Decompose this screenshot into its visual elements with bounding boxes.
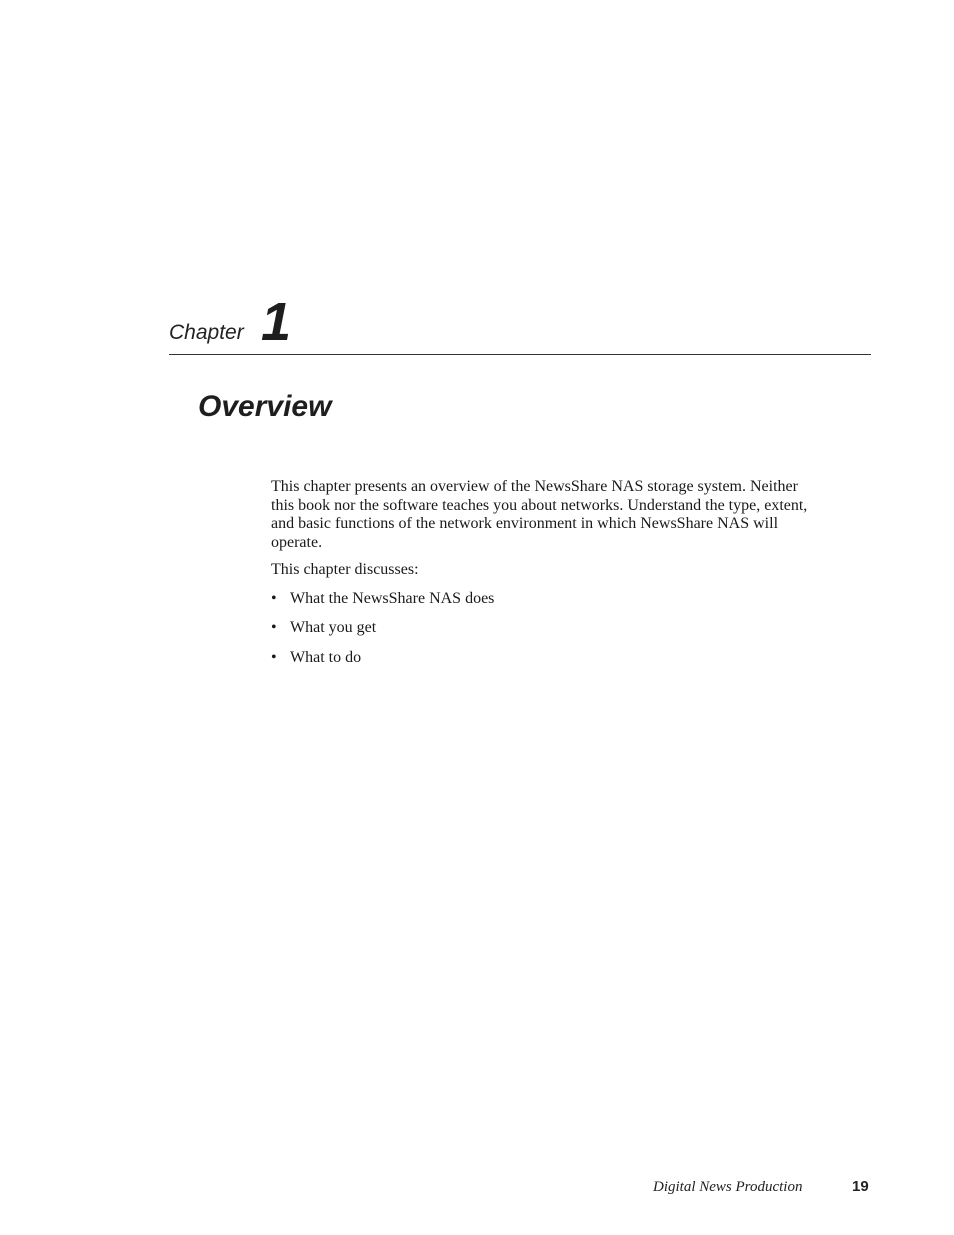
list-item-text: What to do xyxy=(290,648,362,666)
page-number: 19 xyxy=(852,1178,869,1195)
list-item xyxy=(271,649,816,668)
footer-book-title: Digital News Production xyxy=(653,1179,803,1195)
intro-paragraph: This chapter presents an overview of the NewsShare NAS storage system. Neither this book nor the software teaches you about networks. Understand the type, extent, and basic functions of the network environment in which NewsShare NAS will operate. xyxy=(271,478,808,552)
chapter-number: 1 xyxy=(261,292,292,352)
list-item-text: What you get xyxy=(290,619,377,637)
list-item-text: What the NewsShare NAS does xyxy=(290,589,495,607)
chapter-title: Overview xyxy=(198,390,332,423)
chapter-rule xyxy=(169,354,871,355)
chapter-body xyxy=(271,478,816,679)
bullet-icon: • xyxy=(271,619,277,637)
chapter-label: Chapter xyxy=(169,321,244,344)
discusses-paragraph: This chapter discusses: xyxy=(271,560,419,578)
bullet-icon: • xyxy=(271,648,277,666)
list-item xyxy=(271,590,816,609)
topic-list xyxy=(271,590,816,668)
bullet-icon: • xyxy=(271,589,277,607)
list-item xyxy=(271,619,816,638)
